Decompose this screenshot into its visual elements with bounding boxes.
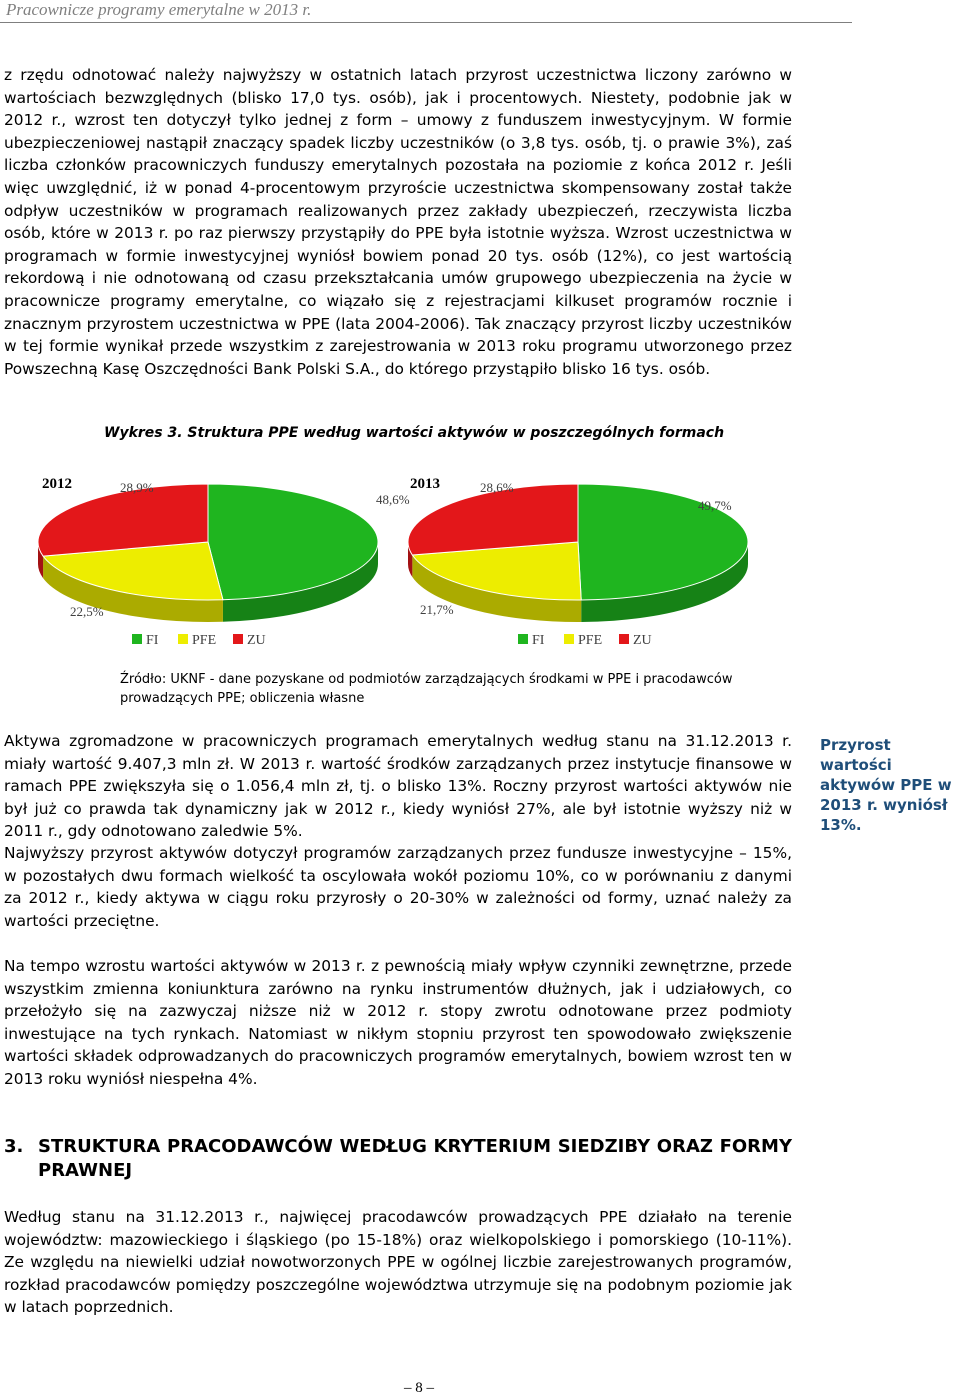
page-number: – 8 – — [404, 1380, 434, 1396]
pie-chart-2012 — [38, 476, 410, 648]
pie-label-ZU: 28,6% — [480, 480, 514, 495]
pie-title: 2013 — [410, 476, 440, 492]
pie-label-PFE: 22,5% — [70, 604, 104, 619]
pie-charts-svg — [28, 462, 808, 658]
section-title: STRUKTURA PRACODAWCÓW WEDŁUG KRYTERIUM SIEDZIBY ORAZ FORMY PRAWNEJ — [38, 1136, 792, 1181]
pie-label-FI: 48,6% — [376, 492, 410, 507]
chart-source: Źródło: UKNF - dane pozyskane od podmiotów zarządzających środkami w PPE i pracodawców prowadzących PPE; obliczenia własne — [120, 672, 733, 706]
pie-label-PFE: 21,7% — [420, 602, 454, 617]
paragraph-3: Najwyższy przyrost aktywów dotyczył programów zarządzanych przez fundusze inwestycyjne – 15%, w pozostałych dwu formach wielkość ta oscylowała wokół poziomu 10%, co w porównaniu z danymi za 2012 r., kiedy aktywa w ciągu roku przyrosły o 20-30% w zależności od formy, uznać należy za wartości przeciętne. — [4, 844, 792, 930]
pie-title: 2012 — [42, 476, 72, 492]
pie-label-ZU: 28,9% — [120, 480, 154, 495]
running-header: Pracownicze programy emerytalne w 2013 r. — [6, 0, 312, 19]
section-number: 3. — [4, 1136, 24, 1157]
legend-label-PFE: PFE — [578, 633, 603, 648]
header-rule — [0, 22, 852, 23]
legend-swatch-FI — [132, 634, 142, 644]
pie-chart-2013 — [408, 476, 748, 648]
paragraph-1: z rzędu odnotować należy najwyższy w ostatnich latach przyrost uczestnictwa liczony zarówno w wartościach bezwzględnych (blisko 17,0 tys. osób), jak i procentowych. Niestety, podobnie jak w 2012 r., wzrost ten dotyczył tylko jednej z form – umowy z funduszem inwestycyjnym. W formie ubezpieczeniowej nastąpił znaczący spadek liczby uczestników (o 3,8 tys. osób, tj. o prawie 3%), zaś liczba członków pracowniczych funduszy emerytalnych pozostała na poziomie z końca 2012 r. Jeśli więc uwzględnić, iż w ponad 4-procentowym przyroście uczestnictwa skompensowany został także odpływ uczestników w programach realizowanych przez zakłady ubezpieczeń, rzeczywista liczba osób, które w 2013 r. po raz pierwszy przystąpiły do PPE była istotnie wyższa. Wzrost uczestnictwa w programach w formie inwestycyjnej wyniósł bowiem ponad 20 tys. osób (12%), co jest wartością rekordową i nie odnotowaną od czasu przekształcania umów grupowego ubezpieczenia na życie w pracownicze programy emerytalne, co wiązało się z rejestracjami kilkuset programów rocznie i znacznym przyrostem uczestnictwa w PPE (lata 2004-2006). Tak znaczący przyrost liczby uczestników w tej formie wynikał przede wszystkim z zarejestrowania w 2013 roku programu utworzonego przez Powszechną Kasę Oszczędności Bank Polski S.A., do którego przystąpiło blisko 16 tys. osób. — [4, 66, 792, 378]
legend-label-ZU: ZU — [633, 633, 652, 648]
legend-swatch-FI — [518, 634, 528, 644]
legend-label-FI: FI — [532, 633, 545, 648]
margin-note: Przyrost wartości aktywów PPE w 2013 r. wyniósł 13%. — [820, 736, 952, 834]
legend-label-PFE: PFE — [192, 633, 217, 648]
legend-swatch-ZU — [233, 634, 243, 644]
section-heading — [4, 1135, 792, 1183]
paragraph-4: Na tempo wzrostu wartości aktywów w 2013 r. z pewnością miały wpływ czynniki zewnętrzne, przede wszystkim zmienna koniunktura zarówno na rynku instrumentów dłużnych, jak i udziałowych, co przełożyło się na zazwyczaj niższe niż w 2012 r. stopy zwrotu odnotowane przez podmioty inwestujące na tych rynkach. Natomiast w nikłym stopniu przyrost ten spowodowało zwiększenie wartości składek odprowadzanych do pracowniczych programów emerytalnych, bowiem wzrost ten w 2013 roku wyniósł niespełna 4%. — [4, 957, 792, 1088]
legend-swatch-PFE — [564, 634, 574, 644]
legend-swatch-PFE — [178, 634, 188, 644]
pie-label-FI: 49,7% — [698, 498, 732, 513]
legend-swatch-ZU — [619, 634, 629, 644]
paragraph-5: Według stanu na 31.12.2013 r., najwięcej pracodawców prowadzących PPE działało na terenie województw: mazowieckiego i śląskiego (po 15-18%) oraz wielkopolskiego i pomorskiego (10-11%). Ze względu na niewielki udział nowotworzonych PPE w ogólnej liczbie zarejestrowanych programów, rozkład pracodawców pomiędzy poszczególne województwa utrzymuje się na podobnym poziomie jak w latach poprzednich. — [4, 1208, 792, 1317]
chart-caption: Wykres 3. Struktura PPE według wartości aktywów w poszczególnych formach — [104, 425, 725, 441]
legend-label-FI: FI — [146, 633, 159, 648]
pie-charts — [28, 462, 808, 658]
legend-label-ZU: ZU — [247, 633, 266, 648]
paragraph-2: Aktywa zgromadzone w pracowniczych programach emerytalnych według stanu na 31.12.2013 r. miały wartość 9.407,3 mln zł. W 2013 r. wartość środków zarządzanych przez instytucje finansowe w ramach PPE zwiększyła się o 1.056,4 mln zł, tj. o blisko 13%. Roczny przyrost wartości aktywów nie był już co prawda tak dynamiczny jak w 2012 r., kiedy wyniósł 27%, ale był istotnie wyższy niż w 2011 r., gdy odnotowano zaledwie 5%. — [4, 732, 792, 841]
